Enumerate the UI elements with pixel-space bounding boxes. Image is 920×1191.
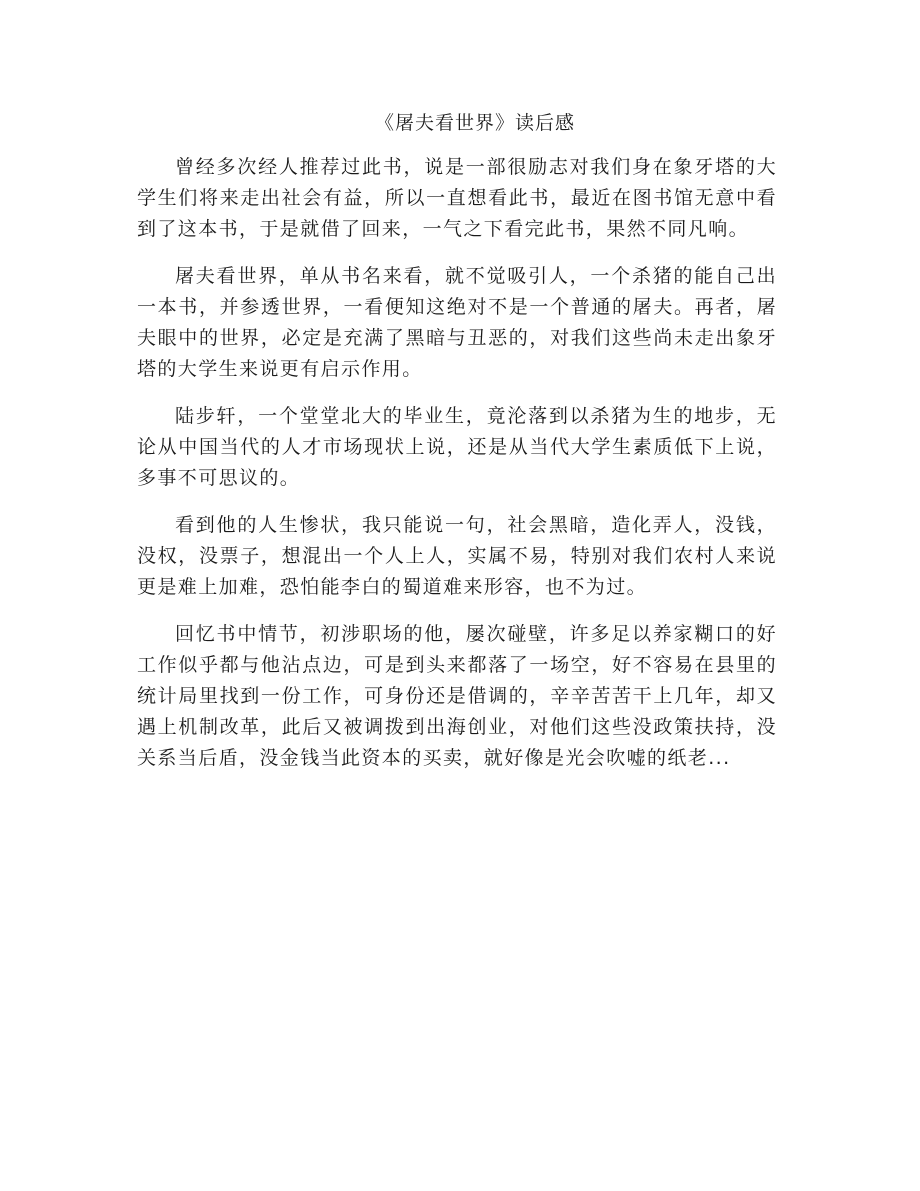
paragraph-2: 屠夫看世界，单从书名来看，就不觉吸引人，一个杀猪的能自己出一本书，并参透世界，一看便知这绝对不是一个普通的屠夫。再者，屠夫眼中的世界，必定是充满了黑暗与丑恶的，对我们这些尚未走出象牙塔的大学生来说更有启示作用。: [137, 265, 777, 380]
paragraph-5: 回忆书中情节，初涉职场的他，屡次碰壁，许多足以养家糊口的好工作似乎都与他沾点边，可是到头来都落了一场空，好不容易在县里的统计局里找到一份工作，可身份还是借调的，辛辛苦苦干上几年，却又遇上机制改革，此后又被调拨到出海创业，对他们这些没政策扶持，没关系当后盾，没金钱当此资本的买卖，就好像是光会吹嘘的纸老...: [137, 623, 777, 769]
paragraph-1: 曾经多次经人推荐过此书，说是一部很励志对我们身在象牙塔的大学生们将来走出社会有益，所以一直想看此书，最近在图书馆无意中看到了这本书，于是就借了回来，一气之下看完此书，果然不同凡响。: [137, 156, 777, 240]
document-title: 《屠夫看世界》读后感: [374, 112, 575, 134]
paragraph-3: 陆步轩，一个堂堂北大的毕业生，竟沦落到以杀猪为生的地步，无论从中国当代的人才市场现状上说，还是从当代大学生素质低下上说，多事不可思议的。: [137, 405, 777, 489]
paragraph-4: 看到他的人生惨状，我只能说一句，社会黑暗，造化弄人，没钱，没权，没票子，想混出一个人上人，实属不易，特别对我们农村人来说更是难上加难，恐怕能李白的蜀道难来形容，也不为过。: [137, 514, 777, 598]
document-body: [137, 152, 777, 790]
